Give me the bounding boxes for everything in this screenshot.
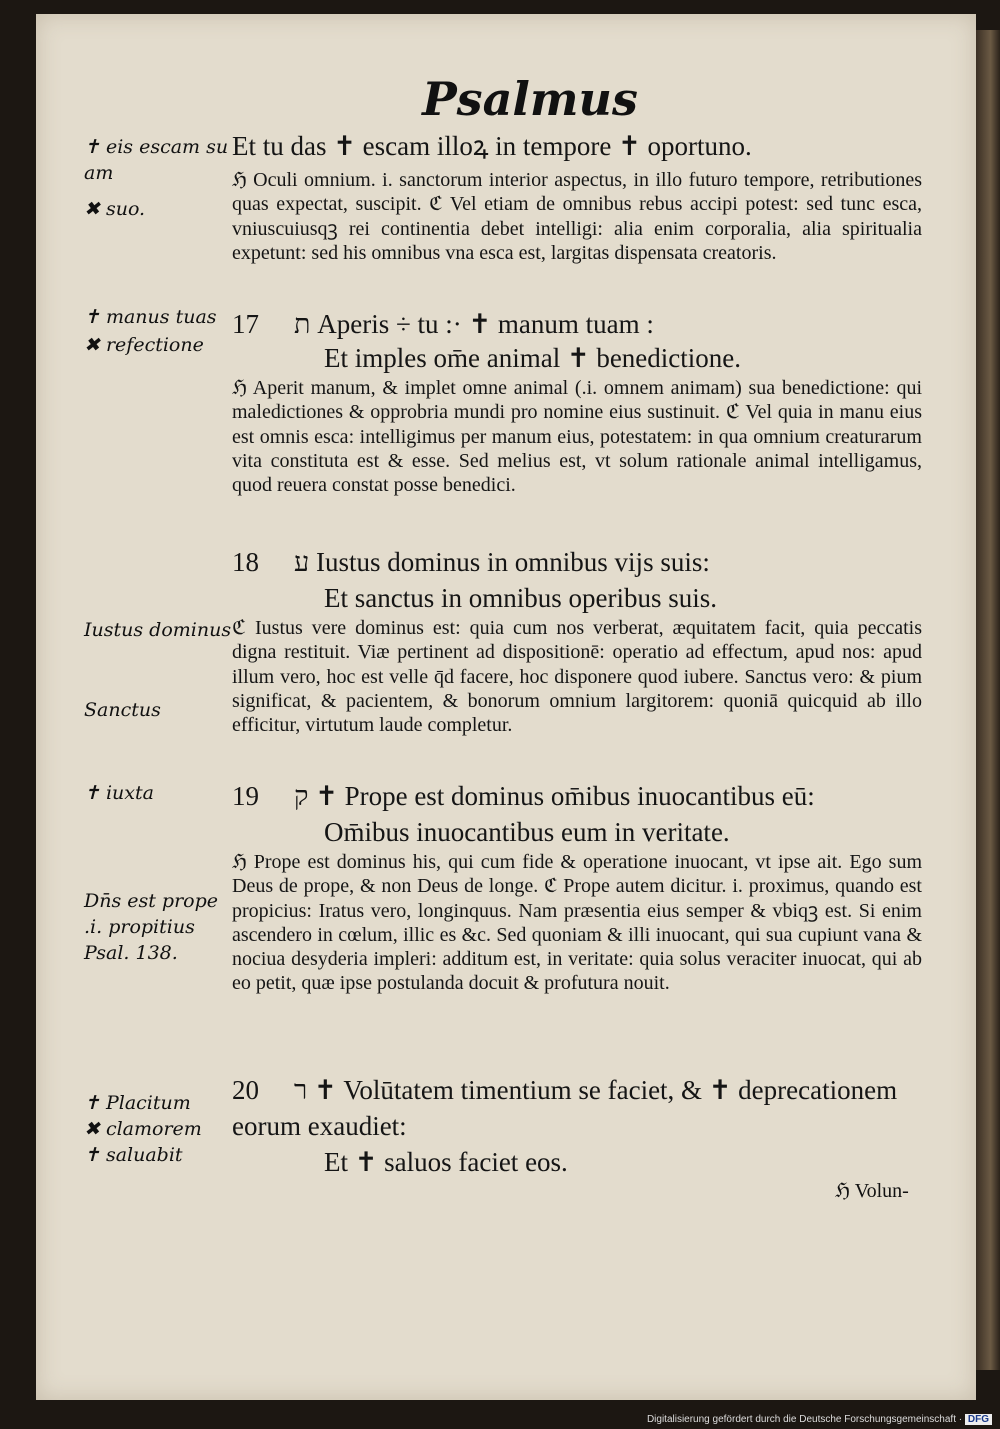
margin-note: ✖ refectione [84, 334, 204, 356]
commentary-17: ℌ Aperit manum, & implet omne animal (.i. omnem animam) sua benedictione: qui maledictiones & opprobria mundi pro nomine eius sustinuit. ℭ Vel quia in manu eius est omnis esca: intelligimus per manum eius, potestatem: in qua omnium creaturarum vita constituta est & esse. Sed melius est, vt solum rationale animal intelligamus, quod reuera constat posse benedici. [232, 377, 922, 497]
verse-18-line-2: Et sanctus in omnibus operibus suis. [324, 583, 717, 613]
verse-18-line-1 [232, 544, 922, 580]
margin-note: .i. propitius [84, 916, 195, 938]
verse-16: Et tu das ✝ escam illoꝝ in tempore ✝ oportuno. [232, 131, 752, 161]
verse-text: ע Iustus dominus in omnibus vijs suis: [294, 547, 710, 577]
verse-17-line-1 [232, 306, 922, 342]
margin-note: ✝ eis escam su [84, 136, 229, 158]
margin-note: Psal. 138. [84, 942, 178, 964]
verse-number: 17 [232, 309, 259, 339]
margin-note: ✝ iuxta [84, 782, 154, 804]
verse-text: ר ✝ Volūtatem timentium se faciet, & ✝ deprecationem eorum exaudiet: [232, 1075, 898, 1141]
margin-note: ✝ manus tuas [84, 306, 217, 328]
digitization-credit [647, 1414, 992, 1425]
verse-number: 20 [232, 1075, 259, 1105]
credit-text: Digitalisierung gefördert durch die Deutsche Forschungsgemeinschaft · [646, 1414, 963, 1425]
verse-19-line-1 [232, 778, 922, 814]
verse-text: ת Aperis ÷ tu :· ✝ manum tuam : [294, 309, 654, 339]
running-title: Psalmus [422, 72, 638, 126]
margin-note: ✝ saluabit [84, 1144, 183, 1166]
margin-note: ✖ clamorem [84, 1118, 202, 1140]
commentary-19: ℌ Prope est dominus his, qui cum fide & operatione inuocant, vt ipse ait. Ego sum Deus de prope, & non Deus de longe. ℭ Prope autem dicitur. i. proximus, quando est propicius: Iratus vero, longinquus. Nam præsentia eius semper & vbiqꝫ est. Si enim ascendero in cœlum, illic es &c. Sed quoniam & illi inuocant, qui sua cupiunt vana & nociua desyderia impleri: additum est, in veritate: quia solus veraciter inuocat, qui ab eo petit, quæ ipse postulanda docuit & profutura nouit. [232, 851, 922, 995]
verse-17-line-2: Et imples om̄e animal ✝ benedictione. [324, 343, 742, 373]
verse-number: 18 [232, 547, 259, 577]
margin-note: Iustus dominus [84, 619, 232, 641]
margin-note: am [84, 162, 114, 184]
verse-20-line-2: Et ✝ saluos faciet eos. [324, 1147, 568, 1177]
dfg-logo: DFG [965, 1414, 992, 1425]
margin-note: ✖ suo. [84, 198, 146, 220]
commentary-18: ℭ Iustus vere dominus est: quia cum nos verberat, æquitatem facit, quia peccatis digna restituit. Viæ pertinent ad dispositionē: operatio ad effectum, apud nos: apud illum vero, hoc est velle q̄d facere, hoc disponere quod iubere. Sanctus vero: & pium significat, & pacientem, & bonorum omnium largitorem: quoniā quicquid ab illo efficitur, virtutum laude completur. [232, 617, 922, 737]
margin-note: Dn̄s est prope [84, 890, 219, 912]
verse-text: ק ✝ Prope est dominus om̄ibus inuocantibus eū: [294, 781, 815, 811]
verse-19-line-2: Om̄ibus inuocantibus eum in veritate. [324, 817, 730, 847]
catchword: ℌ Volun- [835, 1180, 909, 1202]
margin-note: Sanctus [84, 699, 161, 721]
commentary-16: ℌ Oculi omnium. i. sanctorum interior aspectus, in illo futuro tempore, retributiones quas expectat, suscipit. ℭ Vel etiam de omnibus rebus accipi potest: sed tunc esca, vniuscuiusqꝫ rei continentia debet intelligi: alia enim corporalia, alia spiritualia expetunt: sed his omnibus vna esca est, largitas dispensata creatoris. [232, 169, 922, 264]
verse-20-line-1 [232, 1072, 922, 1144]
margin-note: ✝ Placitum [84, 1092, 191, 1114]
verse-number: 19 [232, 781, 259, 811]
